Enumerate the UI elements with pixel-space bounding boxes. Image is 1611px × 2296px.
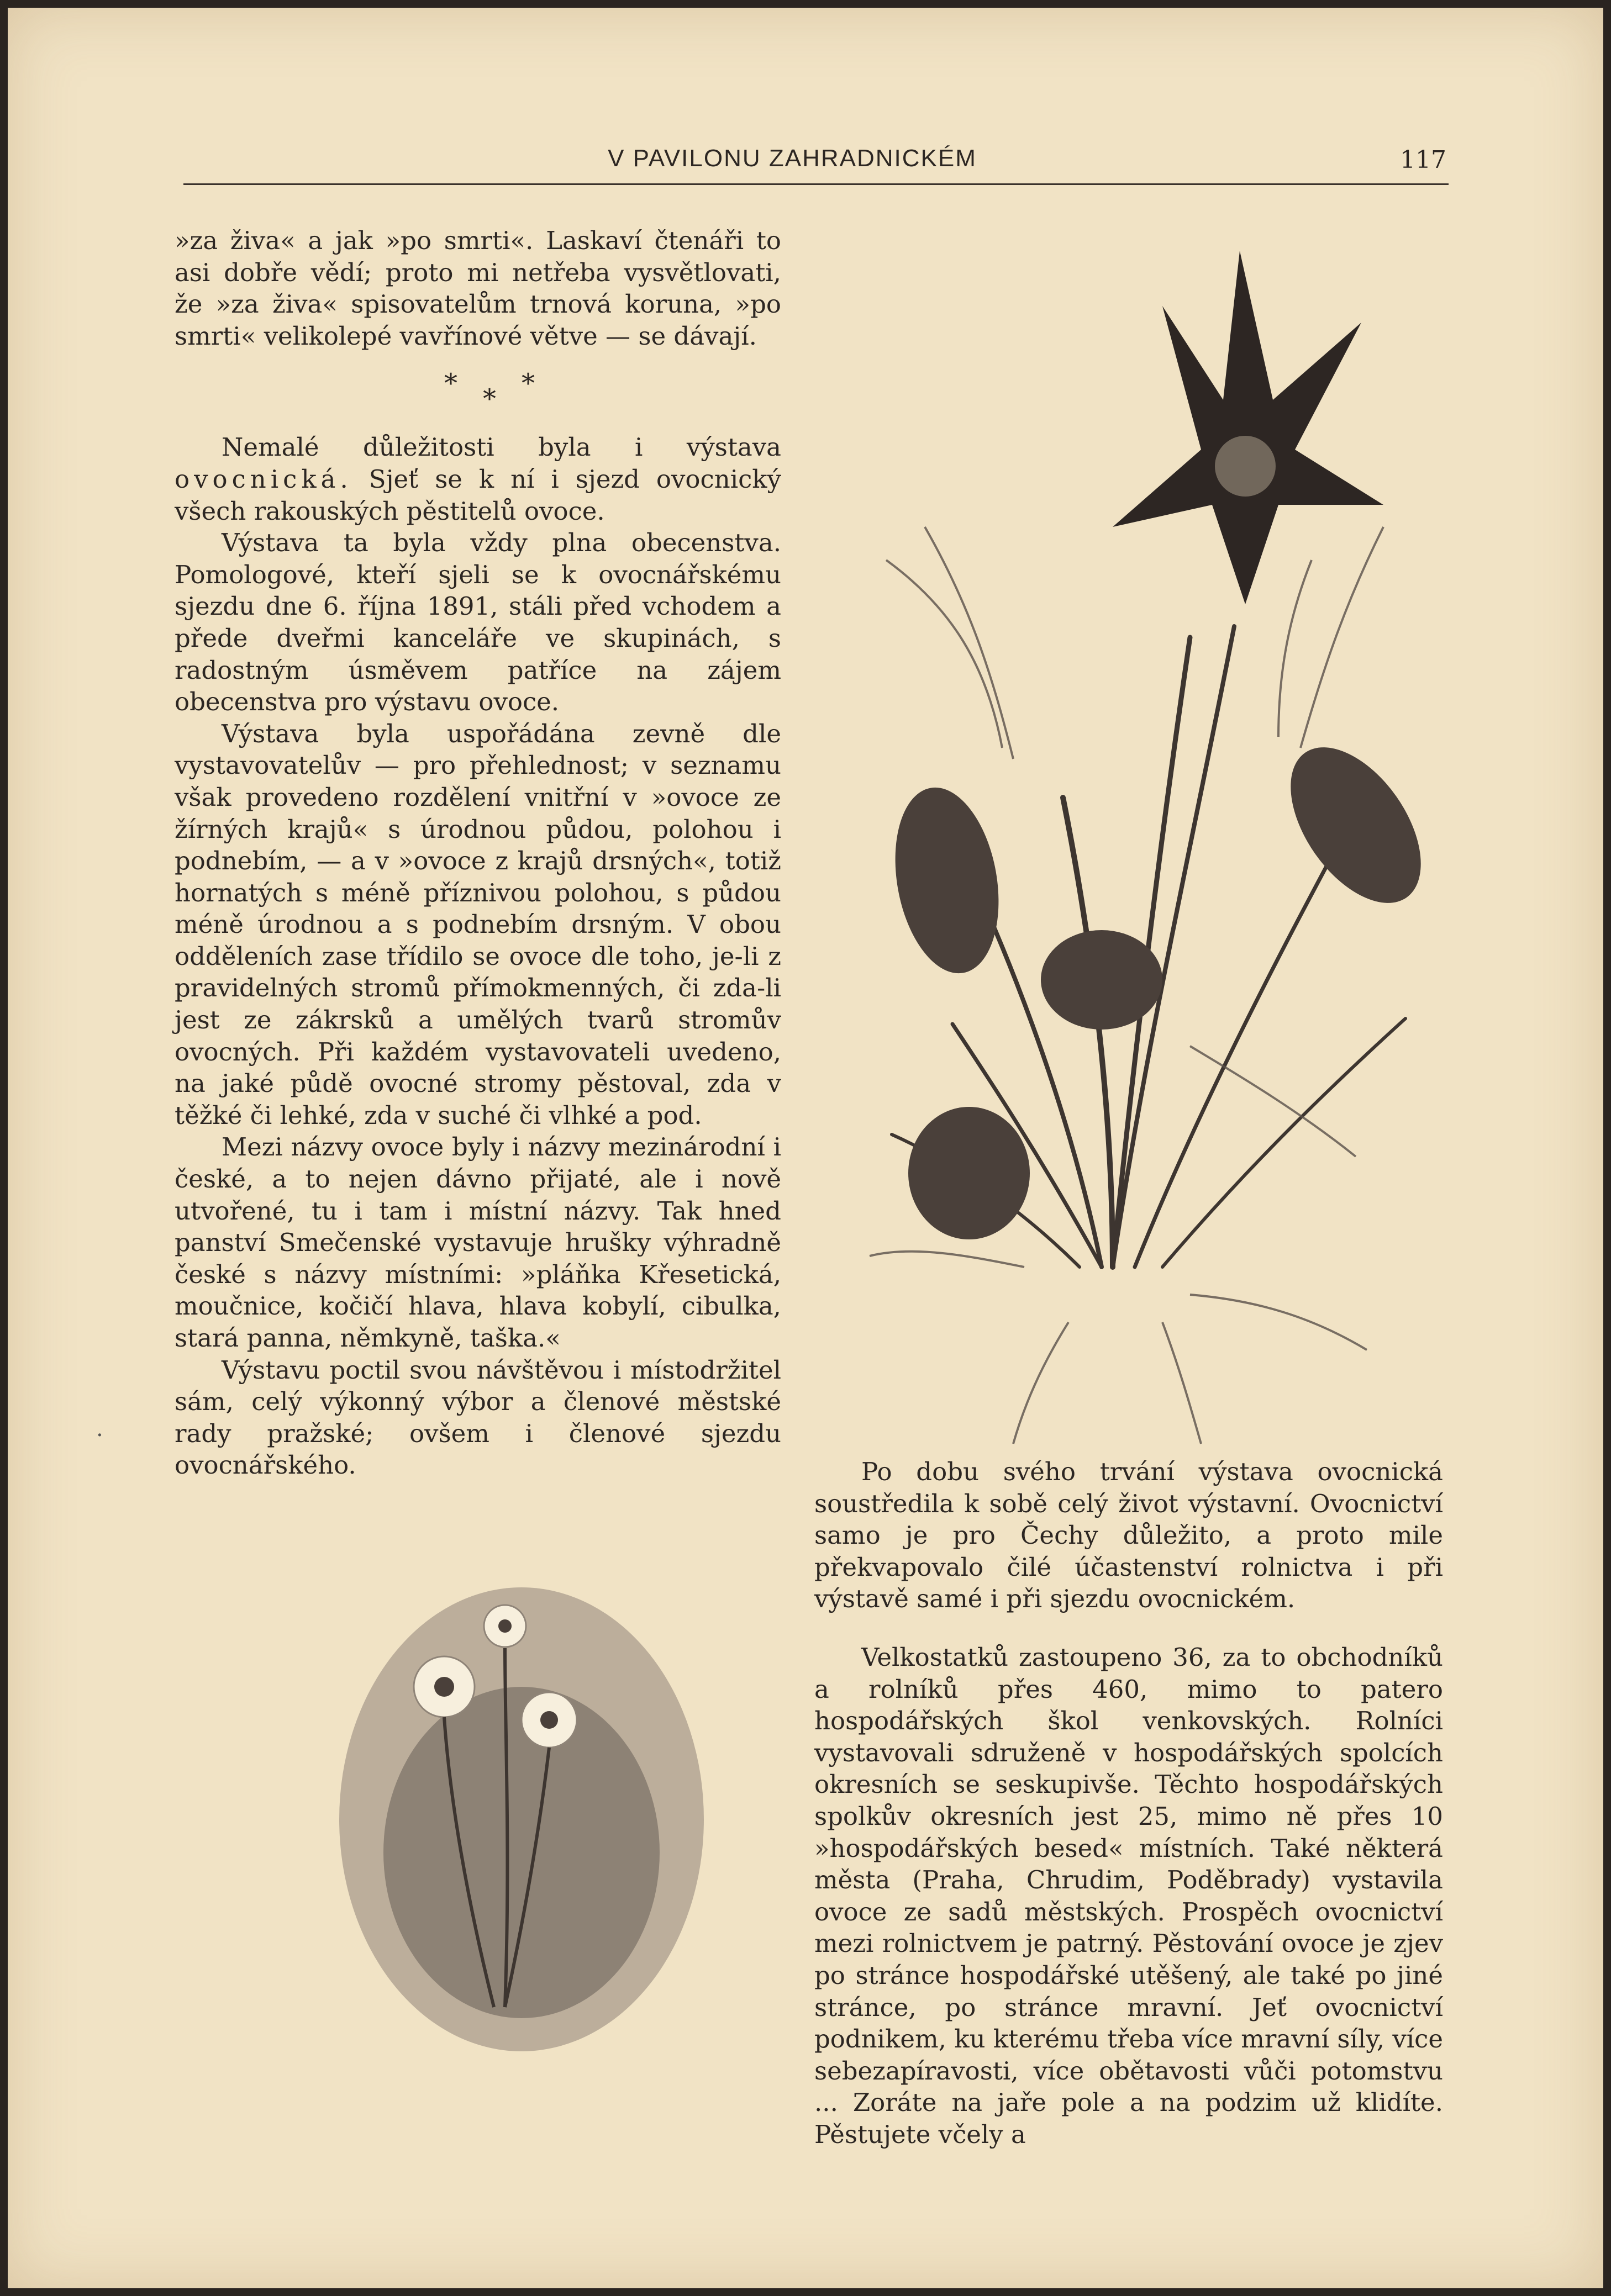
asterism-divider xyxy=(439,368,560,418)
book-page xyxy=(8,8,1603,2288)
running-title: V PAVILONU ZAHRADNICKÉM xyxy=(608,145,977,172)
paragraph-6: Výstavu poctil svou návštěvou i místodržitel sám, celý výkonný výbor a členové městské rady pražské; ovšem i členové sjezdu ovocnářského. xyxy=(175,1355,781,1480)
paragraph-4: Výstava byla uspořádána zevně dle vystavovatelův — pro přehlednost; v seznamu však provedeno rozdělení vnitřní v »ovoce ze žírných krajů« s úrodnou půdou, polohou i podnebím, — a v »ovoce z krajů drsných«, totiž hornatých s méně příznivou polohou, s půdou méně úrodnou a s podnebím drsným. V obou odděleních zase třídilo se ovoce dle toho, je-li z pravidelných stromů přímokmenných, či zda-li jest ze zákrsků a umělých tvarů stromův ovocných. Při každém vystavovateli uvedeno, na jaké půdě ovocné stromy pěstoval, zda v těžké či lehké, zda v suché či vlhké a pod. xyxy=(175,719,781,1130)
paragraph-3: Výstava ta byla vždy plna obecenstva. Pomologové, kteří sjeli se k ovocnářskému sjezdu dne 6. října 1891, stáli před vchodem a přede dveřmi kanceláře ve skupinách, s radostným úsměvem patříce na zájem obecenstva pro výstavu ovoce. xyxy=(175,528,781,717)
asterism-star: * xyxy=(522,368,535,399)
paragraph-right-2: Velkostatků zastoupeno 36, za to obchodníků a rolníků přes 460, mimo to patero hospodářských škol venkovských. Rolníci vystavovali sdruženě v hospodářských spolcích okresních se seskupivše. Těchto hospodářských spolkův okresních jest 25, mimo ně přes 10 »hospodářských besed« místních. Také některá města (Praha, Chrudim, Poděbrady) vystavila ovoce ze sadů městských. Prospěch ovocnictví mezi rolnictvem je patrný. Pěstování ovoce je zjev po stránce hospodářské utěšený, ale také po jiné stránce, po stránce mravní. Jeť ovocnictví podnikem, ku kterému třeba více mravní síly, více sebezapíravosti, více obětavosti vůči potomstvu ... Zoráte na jaře pole a na podzim už klidíte. Pěstujete včely a xyxy=(814,1642,1443,2149)
header-rule xyxy=(183,183,1449,185)
daisy-illustration xyxy=(284,1510,759,2118)
margin-speck: . xyxy=(96,1416,103,1442)
spaced-word-ovocnicka: ovocnická. xyxy=(175,464,352,494)
paragraph-gap xyxy=(814,1615,1443,1641)
asterism-star: * xyxy=(483,383,496,414)
paragraph-2-lead: Nemalé důležitosti byla i výstava xyxy=(222,432,781,462)
paragraph-right-1: Po dobu svého trvání výstava ovocnická soustředila k sobě celý život výstavní. Ovocnictví samo je pro Čechy důležito, a proto mile překvapovalo čilé účastenství rolnictva i při výstavě samé i při sjezdu ovocnickém. xyxy=(814,1457,1443,1614)
paragraph-2 xyxy=(175,431,781,527)
paragraph-2-rest: Sjeť se k ní i sjezd ovocnický všech rakouských pěstitelů ovoce. xyxy=(175,464,781,526)
pasque-flower-illustration xyxy=(803,218,1466,1466)
asterism-star: * xyxy=(444,368,457,399)
paragraph-5: Mezi názvy ovoce byly i názvy mezinárodní i české, a to nejen dávno přijaté, ale i nově utvořené, tu i tam i místní názvy. Tak hned panství Smečenské vystavuje hrušky výhradně české s názvy místními: »pláňka Křesetická, moučnice, kočičí hlava, hlava kobylí, cibulka, stará panna, němkyně, taška.« xyxy=(175,1132,781,1353)
paragraph-1: »za živa« a jak »po smrti«. Laskaví čtenáři to asi dobře vědí; proto mi netřeba vysvětlovati, že »za živa« spisovatelům trnová koruna, »po smrti« velikolepé vavřínové větve — se dávají. xyxy=(175,226,781,351)
right-column xyxy=(814,1456,1443,2150)
page-number: 117 xyxy=(1400,146,1446,174)
